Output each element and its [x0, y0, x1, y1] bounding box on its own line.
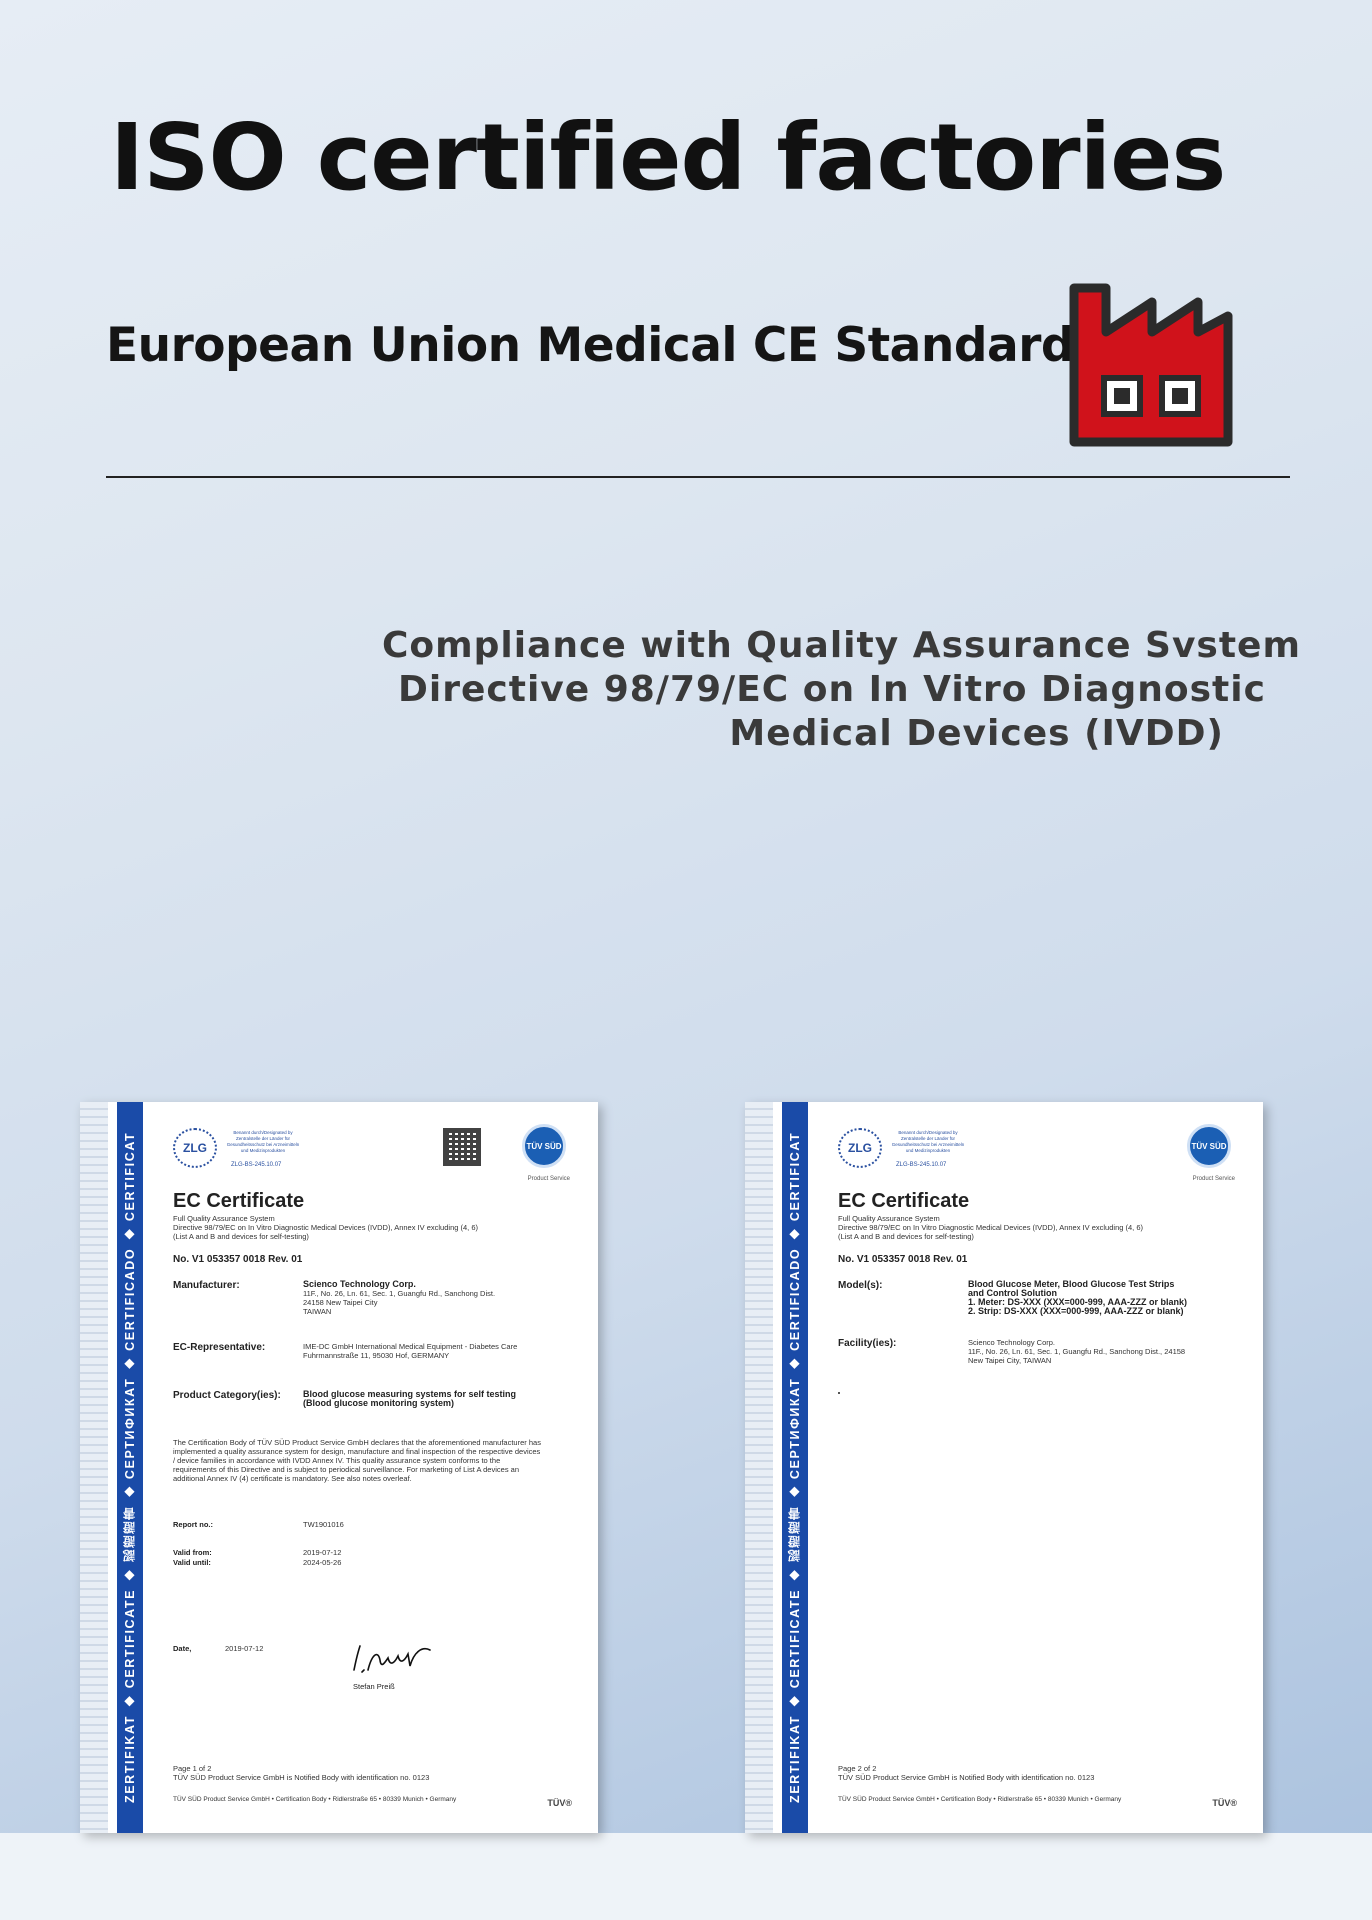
- valid-from-value: 2019-07-12: [303, 1548, 342, 1557]
- date-value: 2019-07-12: [225, 1644, 264, 1653]
- compliance-line-2: Directive 98/79/EC on In Vitro Diagnostic: [398, 669, 1266, 710]
- declaration-paragraph: The Certification Body of TÜV SÜD Product Service GmbH declares that the aforementioned manufacturer has implemented a quality assurance system for design, manufacture and final inspection of the respective devices / device families in accordance with IVDD Annex IV. This quality assurance system conforms to the requirements of this Directive and is subject to periodical surveillance. For marketing of List A devices an additional Annex IV (4) certificate is mandatory. See also notes overleaf.: [173, 1438, 541, 1483]
- divider-rule: [106, 476, 1290, 478]
- ec-certificate-scope: [173, 1214, 478, 1241]
- signer-name: Stefan Preiß: [353, 1682, 395, 1691]
- product-category-line-2: (Blood glucose monitoring system): [303, 1398, 455, 1408]
- certificate-page-1: [80, 1102, 598, 1833]
- zlg-note: Benannt durch/Designated by Zentralstelle der Länder für Gesundheitsschutz bei Arzneimitteln und Medizinprodukten: [891, 1130, 965, 1153]
- certificate-band: [782, 1102, 808, 1833]
- manufacturer-value: [303, 1280, 563, 1316]
- manufacturer-address-1: 11F., No. 26, Ln. 61, Sec. 1, Guangfu Rd., Sanchong Dist.: [303, 1289, 496, 1298]
- models-value: [968, 1280, 1228, 1316]
- models-line-4: 2. Strip: DS-XXX (XXX=000-999, AAA-ZZZ or blank): [968, 1306, 1184, 1316]
- ec-certificate-title: EC Certificate: [173, 1190, 305, 1212]
- notified-body-note: TÜV SÜD Product Service GmbH is Notified Body with identification no. 0123: [173, 1773, 430, 1782]
- manufacturer-address-3: TAIWAN: [303, 1307, 332, 1316]
- certificate-body: [838, 1102, 1249, 1833]
- certificate-band-text: ZERTIFIKAT ◆ CERTIFICATE ◆ 認證證書 ◆ СЕРТИФИКАТ ◆ CERTIFICADO ◆ CERTIFICAT: [788, 1131, 802, 1804]
- certification-body-address: TÜV SÜD Product Service GmbH • Certification Body • Ridlerstraße 65 • 80339 Munich • Germany: [173, 1796, 457, 1803]
- compliance-line-1: Compliance with Quality Assurance Svstem: [382, 625, 1301, 666]
- tuv-logo: [1187, 1124, 1231, 1168]
- valid-until-label: Valid until:: [173, 1558, 211, 1567]
- signature-image: [348, 1640, 438, 1680]
- certificate-body: [173, 1102, 584, 1833]
- certificate-page-2: [745, 1102, 1263, 1833]
- zlg-code: ZLG-BS-245.10.07: [896, 1162, 947, 1168]
- date-label: Date,: [173, 1644, 192, 1653]
- stray-mark: [838, 1392, 840, 1394]
- zlg-logo: [173, 1128, 303, 1168]
- ec-line-2: Directive 98/79/EC on In Vitro Diagnostic Medical Devices (IVDD), Annex IV excluding (4, 6): [173, 1223, 478, 1232]
- manufacturer-name: Scienco Technology Corp.: [303, 1279, 416, 1289]
- manufacturer-label: Manufacturer:: [173, 1280, 240, 1291]
- models-label: Model(s):: [838, 1280, 883, 1291]
- facility-line-1: Scienco Technology Corp.: [968, 1338, 1055, 1347]
- ec-representative-value: [303, 1342, 563, 1360]
- factory-icon: [1066, 280, 1236, 450]
- ec-certificate-title: EC Certificate: [838, 1190, 970, 1212]
- models-line-1: Blood Glucose Meter, Blood Glucose Test Strips: [968, 1279, 1175, 1289]
- facility-label: Facility(ies):: [838, 1338, 897, 1349]
- ec-representative-label: EC-Representative:: [173, 1342, 266, 1353]
- certificate-number: No. V1 053357 0018 Rev. 01: [173, 1254, 303, 1265]
- ec-line-3: (List A and B and devices for self-testing): [838, 1232, 974, 1241]
- certification-body-address: TÜV SÜD Product Service GmbH • Certification Body • Ridlerstraße 65 • 80339 Munich • Germany: [838, 1796, 1122, 1803]
- models-line-3: 1. Meter: DS-XXX (XXX=000-999, AAA-ZZZ or blank): [968, 1297, 1187, 1307]
- ec-line-2: Directive 98/79/EC on In Vitro Diagnostic Medical Devices (IVDD), Annex IV excluding (4, 6): [838, 1223, 1143, 1232]
- security-strip: [80, 1102, 108, 1833]
- facility-line-3: New Taipei City, TAIWAN: [968, 1356, 1052, 1365]
- report-number-value: TW1901016: [303, 1520, 344, 1529]
- product-category-label: Product Category(ies):: [173, 1390, 281, 1401]
- ec-line-3: (List A and B and devices for self-testing): [173, 1232, 309, 1241]
- models-line-2: and Control Solution: [968, 1288, 1057, 1298]
- page-subtitle: European Union Medical CE Standard: [106, 318, 1075, 373]
- certificate-footer: [173, 1764, 429, 1782]
- report-number-label: Report no.:: [173, 1520, 213, 1529]
- ec-line-1: Full Quality Assurance System: [838, 1214, 940, 1223]
- page-title: ISO certified factories: [110, 104, 1226, 211]
- tuv-logo-text: TÜV SÜD: [526, 1142, 562, 1151]
- ec-representative-line-1: IME-DC GmbH International Medical Equipment - Diabetes Care: [303, 1342, 518, 1351]
- tuv-product-service: Product Service: [527, 1176, 570, 1182]
- zlg-note: Benannt durch/Designated by Zentralstelle der Länder für Gesundheitsschutz bei Arzneimitteln und Medizinprodukten: [226, 1130, 300, 1153]
- facility-value: [968, 1338, 1228, 1365]
- notified-body-note: TÜV SÜD Product Service GmbH is Notified Body with identification no. 0123: [838, 1773, 1095, 1782]
- certificate-band: [117, 1102, 143, 1833]
- security-strip: [745, 1102, 773, 1833]
- zlg-logo-mark: ZLG: [173, 1128, 217, 1168]
- tuv-footer-logo: TÜV®: [547, 1798, 572, 1808]
- facility-line-2: 11F., No. 26, Ln. 61, Sec. 1, Guangfu Rd., Sanchong Dist., 24158: [968, 1347, 1186, 1356]
- valid-until-value: 2024-05-26: [303, 1558, 342, 1567]
- ec-representative-line-2: Fuhrmannstraße 11, 95030 Hof, GERMANY: [303, 1351, 450, 1360]
- product-category-line-1: Blood glucose measuring systems for self testing: [303, 1389, 517, 1399]
- ec-line-1: Full Quality Assurance System: [173, 1214, 275, 1223]
- zlg-code: ZLG-BS-245.10.07: [231, 1162, 282, 1168]
- ec-certificate-scope: [838, 1214, 1143, 1241]
- zlg-logo-mark: ZLG: [838, 1128, 882, 1168]
- compliance-statement: [370, 624, 1301, 756]
- tuv-logo-text: TÜV SÜD: [1191, 1142, 1227, 1151]
- page-indicator: Page 2 of 2: [838, 1764, 877, 1773]
- compliance-line-3: Medical Devices (IVDD): [729, 713, 1224, 754]
- certificate-band-text: ZERTIFIKAT ◆ CERTIFICATE ◆ 認證證書 ◆ СЕРТИФИКАТ ◆ CERTIFICADO ◆ CERTIFICAT: [123, 1131, 137, 1804]
- zlg-logo: [838, 1128, 968, 1168]
- tuv-product-service: Product Service: [1192, 1176, 1235, 1182]
- product-category-value: [303, 1390, 563, 1408]
- manufacturer-address-2: 24158 New Taipei City: [303, 1298, 378, 1307]
- tuv-footer-logo: TÜV®: [1212, 1798, 1237, 1808]
- valid-from-label: Valid from:: [173, 1548, 212, 1557]
- bottom-band: [0, 1833, 1372, 1920]
- certificate-footer: [838, 1764, 1094, 1782]
- qr-code-icon: [443, 1128, 481, 1166]
- page-indicator: Page 1 of 2: [173, 1764, 212, 1773]
- tuv-logo: [522, 1124, 566, 1168]
- certificate-number: No. V1 053357 0018 Rev. 01: [838, 1254, 968, 1265]
